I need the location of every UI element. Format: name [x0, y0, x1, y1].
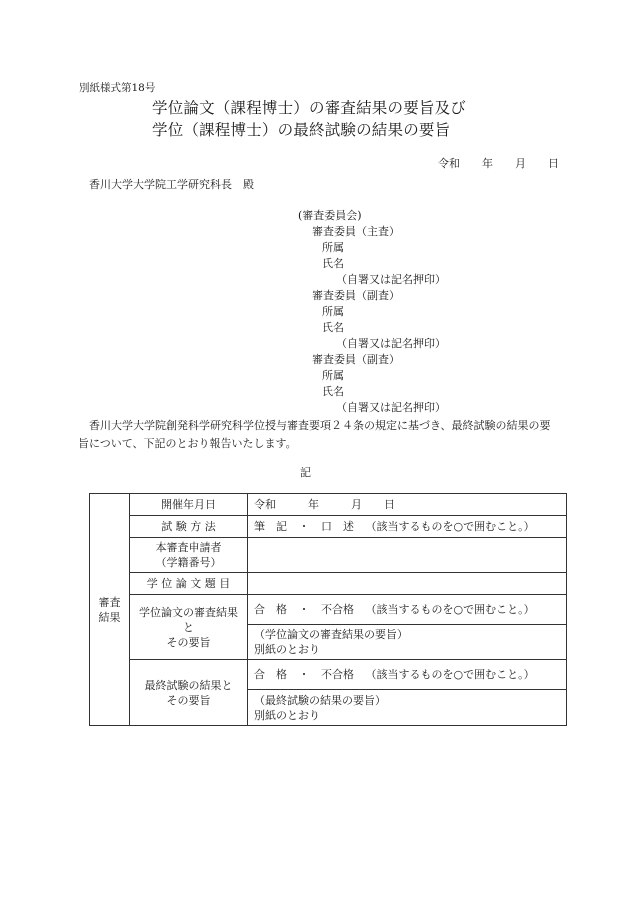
ki-marker: 記 — [300, 466, 311, 479]
value-date-era: 令和 — [254, 498, 276, 511]
date-month: 月 — [515, 157, 526, 170]
value-date-month: 月 — [351, 498, 362, 511]
thesis-pass[interactable]: 合 格 — [254, 603, 287, 616]
exam-fail[interactable]: 不合格 — [321, 668, 354, 681]
value-final-exam[interactable] — [248, 660, 567, 690]
value-date[interactable] — [248, 494, 567, 516]
member-1-name: 氏名 — [322, 257, 344, 270]
label-final-exam: 最終試験の結果と その要旨 — [130, 660, 248, 726]
thesis-summary-label: （学位論文の審査結果の要旨） — [254, 628, 408, 641]
table-row-applicant — [90, 538, 567, 573]
member-3-role: 審査委員（副査） — [312, 353, 400, 366]
exam-separator: ・ — [298, 668, 310, 681]
thesis-fail[interactable]: 不合格 — [321, 603, 354, 616]
member-3-signature: （自署又は記名押印） — [336, 401, 446, 414]
member-2-role: 審査委員（副査） — [312, 289, 400, 302]
label-applicant: 本審査申請者 （学籍番号） — [130, 538, 248, 573]
label-thesis-title: 学 位 論 文 題 目 — [130, 573, 248, 595]
member-2-affiliation: 所属 — [322, 305, 344, 318]
exam-summary-value: 別紙のとおり — [254, 708, 320, 722]
date-day: 日 — [548, 157, 559, 170]
value-applicant[interactable] — [248, 538, 567, 573]
method-note: （該当するものを○で囲むこと。） — [365, 520, 535, 533]
thesis-separator: ・ — [298, 603, 310, 616]
method-separator: ・ — [298, 520, 310, 533]
member-1-signature: （自署又は記名押印） — [336, 273, 446, 286]
value-date-year: 年 — [308, 498, 319, 511]
group-label: 審査 結果 — [90, 494, 130, 726]
committee-heading: (審査委員会) — [298, 209, 362, 222]
method-opt-written[interactable]: 筆 記 — [254, 520, 287, 533]
label-method: 試 験 方 法 — [130, 516, 248, 538]
member-2-signature: （自署又は記名押印） — [336, 337, 446, 350]
method-opt-oral[interactable]: 口 述 — [321, 520, 354, 533]
date-era: 令和 — [438, 157, 460, 170]
value-date-day: 日 — [384, 498, 395, 511]
member-1-role: 審査委員（主査） — [312, 225, 400, 238]
member-3-name: 氏名 — [322, 385, 344, 398]
value-method[interactable] — [248, 516, 567, 538]
table-row-date — [90, 494, 567, 516]
member-1-affiliation: 所属 — [322, 241, 344, 254]
table-row-final-exam — [90, 660, 567, 690]
label-date: 開催年月日 — [130, 494, 248, 516]
title-line-2: 学位（課程博士）の最終試験の結果の要旨 — [152, 121, 451, 139]
table-row-method — [90, 516, 567, 538]
result-table — [89, 493, 567, 726]
exam-pass[interactable]: 合 格 — [254, 668, 287, 681]
table-row-thesis-result — [90, 595, 567, 625]
exam-summary-label: （最終試験の結果の要旨） — [254, 693, 386, 707]
date-year: 年 — [482, 157, 493, 170]
table-row-thesis-title — [90, 573, 567, 595]
report-date — [438, 155, 559, 171]
label-thesis-result: 学位論文の審査結果と その要旨 — [130, 595, 248, 660]
addressee: 香川大学大学院工学研究科長 殿 — [89, 178, 254, 191]
form-number: 別紙様式第18号 — [79, 82, 156, 94]
value-thesis-title[interactable] — [248, 573, 567, 595]
member-3-affiliation: 所属 — [322, 369, 344, 382]
thesis-note: （該当するものを○で囲むこと。） — [365, 603, 535, 616]
value-thesis-summary[interactable] — [248, 625, 567, 660]
value-thesis-result[interactable] — [248, 595, 567, 625]
value-exam-summary[interactable] — [248, 690, 567, 726]
member-2-name: 氏名 — [322, 321, 344, 334]
title-line-1: 学位論文（課程博士）の審査結果の要旨及び — [152, 99, 467, 117]
thesis-summary-value: 別紙のとおり — [254, 643, 320, 656]
exam-note: （該当するものを○で囲むこと。） — [365, 668, 535, 681]
body-text: 香川大学大学院創発科学研究科学位授与審査要項２４条の規定に基づき、最終試験の結果の要旨について、下記のとおり報告いたします。 — [78, 419, 551, 450]
